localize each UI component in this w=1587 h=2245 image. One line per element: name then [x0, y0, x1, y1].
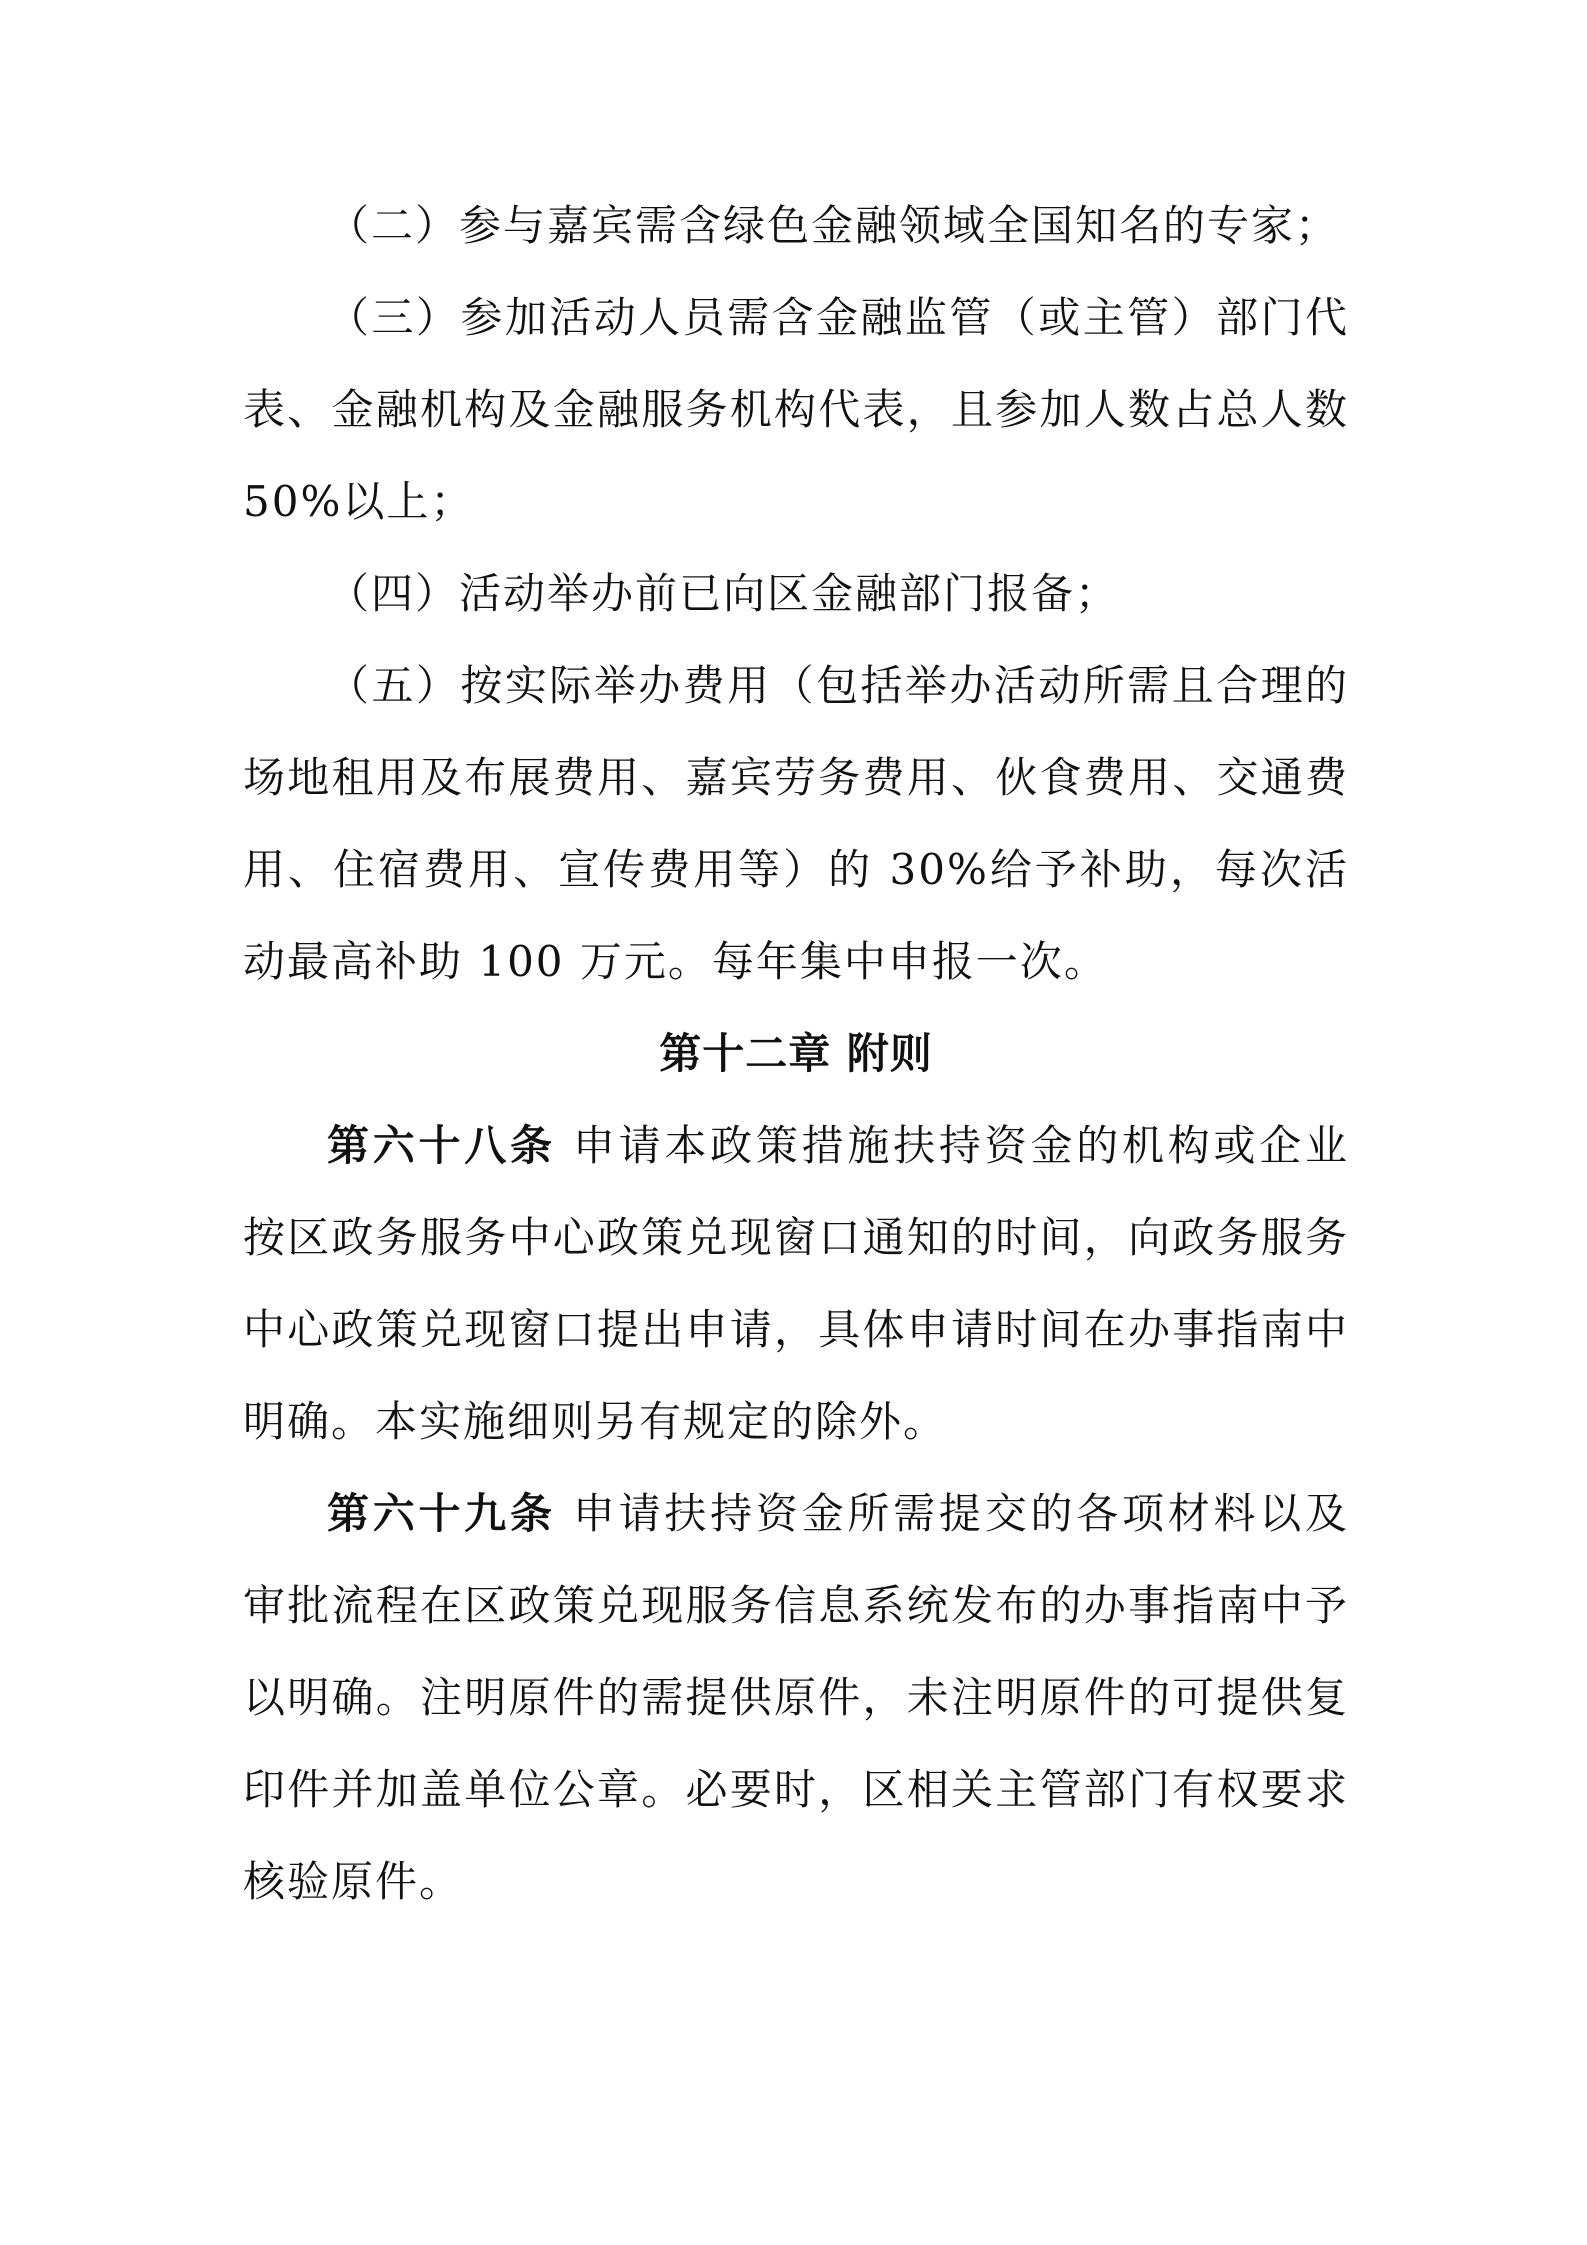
- clause-four: （四）活动举办前已向区金融部门报备；: [327, 569, 1120, 618]
- clause-five: （五）按实际举办费用（包括举办活动所需且合理的场地租用及布展费用、嘉宾劳务费用、伙食费用、交通费用、住宿费用、宣传费用等）的 30%给予补助，每次活动最高补助 100 万元。每年集中申报一次。: [243, 661, 1349, 986]
- chapter-heading: 第十二章 附则: [659, 1029, 933, 1078]
- article-68-label: 第六十八条: [327, 1121, 556, 1170]
- article-68: [243, 1100, 1349, 1468]
- article-68-text: 申请本政策措施扶持资金的机构或企业按区政务服务中心政策兑现窗口通知的时间，向政务服务中心政策兑现窗口提出申请，具体申请时间在办事指南中明确。本实施细则另有规定的除外。: [243, 1121, 1349, 1446]
- article-69-label: 第六十九条: [327, 1489, 556, 1538]
- article-69-text: 申请扶持资金所需提交的各项材料以及审批流程在区政策兑现服务信息系统发布的办事指南中予以明确。注明原件的需提供原件，未注明原件的可提供复印件并加盖单位公章。必要时，区相关主管部门有权要求核验原件。: [243, 1489, 1349, 1906]
- clause-three: （三）参加活动人员需含金融监管（或主管）部门代表、金融机构及金融服务机构代表，且参加人数占总人数 50%以上；: [243, 293, 1349, 526]
- article-69: [243, 1468, 1349, 1928]
- document-body: [243, 180, 1349, 1928]
- clause-two: （二）参与嘉宾需含绿色金融领域全国知名的专家；: [327, 201, 1340, 250]
